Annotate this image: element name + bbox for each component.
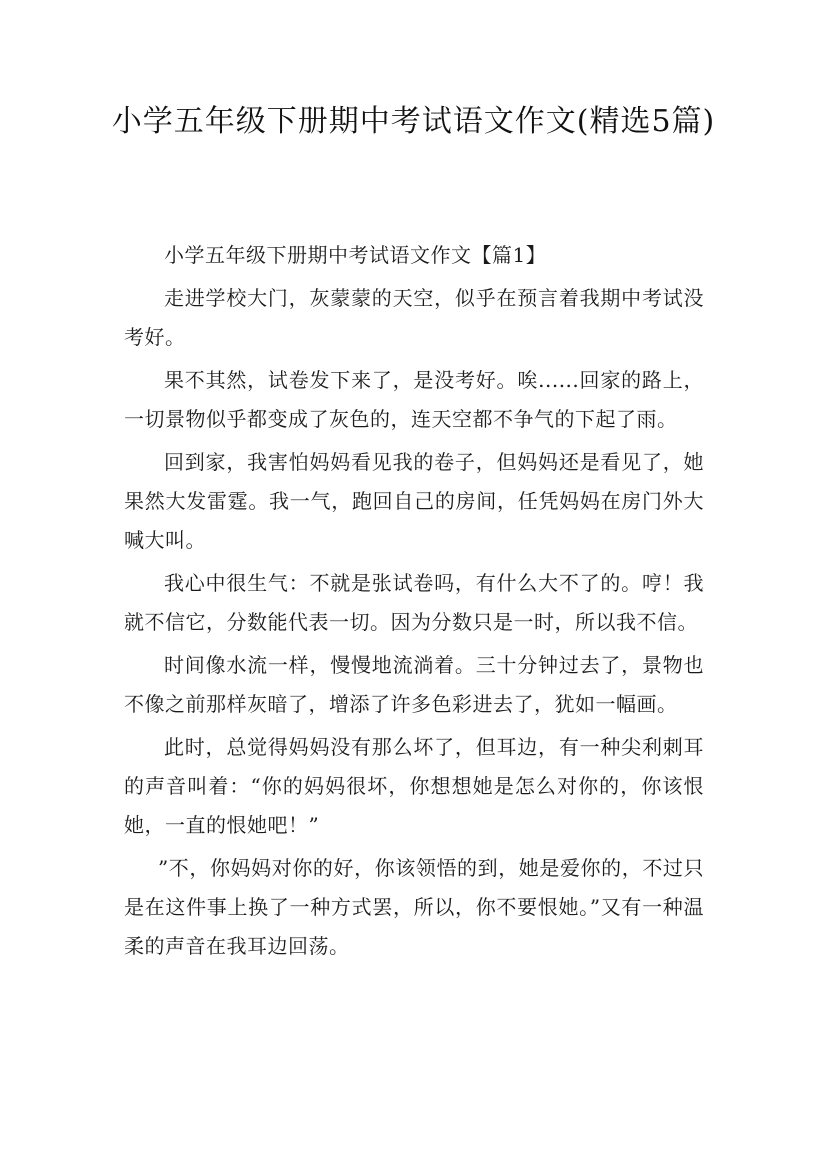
paragraph: 我心中很生气：不就是张试卷吗，有什么大不了的。哼！我就不信它，分数能代表一切。因为分数只是一时，所以我不信。 xyxy=(124,571,704,634)
section-heading: 小学五年级下册期中考试语文作文【篇1】 xyxy=(164,243,547,267)
paragraph: 果不其然，试卷发下来了，是没考好。唉......回家的路上，一切景物似乎都变成了灰色的，连天空都不争气的下起了雨。 xyxy=(124,368,704,431)
paragraph: 时间像水流一样，慢慢地流淌着。三十分钟过去了，景物也不像之前那样灰暗了，增添了许多色彩进去了，犹如一幅画。 xyxy=(124,653,704,716)
document-title: 小学五年级下册期中考试语文作文(精选5篇) xyxy=(111,104,716,139)
paragraph: ”不，你妈妈对你的好，你该领悟的到，她是爱你的，不过只是在这件事上换了一种方式罢，所以，你不要恨她。”又有一种温柔的声音在我耳边回荡。 xyxy=(124,856,704,958)
paragraph: 走进学校大门，灰蒙蒙的天空，似乎在预言着我期中考试没考好。 xyxy=(124,286,704,349)
paragraph: 此时，总觉得妈妈没有那么坏了，但耳边，有一种尖利刺耳的声音叫着：“你的妈妈很坏，你想想她是怎么对你的，你该恨她，一直的恨她吧！” xyxy=(124,735,704,837)
paragraph: 回到家，我害怕妈妈看见我的卷子，但妈妈还是看见了，她果然大发雷霆。我一气，跑回自己的房间，任凭妈妈在房门外大喊大叫。 xyxy=(124,450,704,552)
document-body xyxy=(124,236,704,970)
